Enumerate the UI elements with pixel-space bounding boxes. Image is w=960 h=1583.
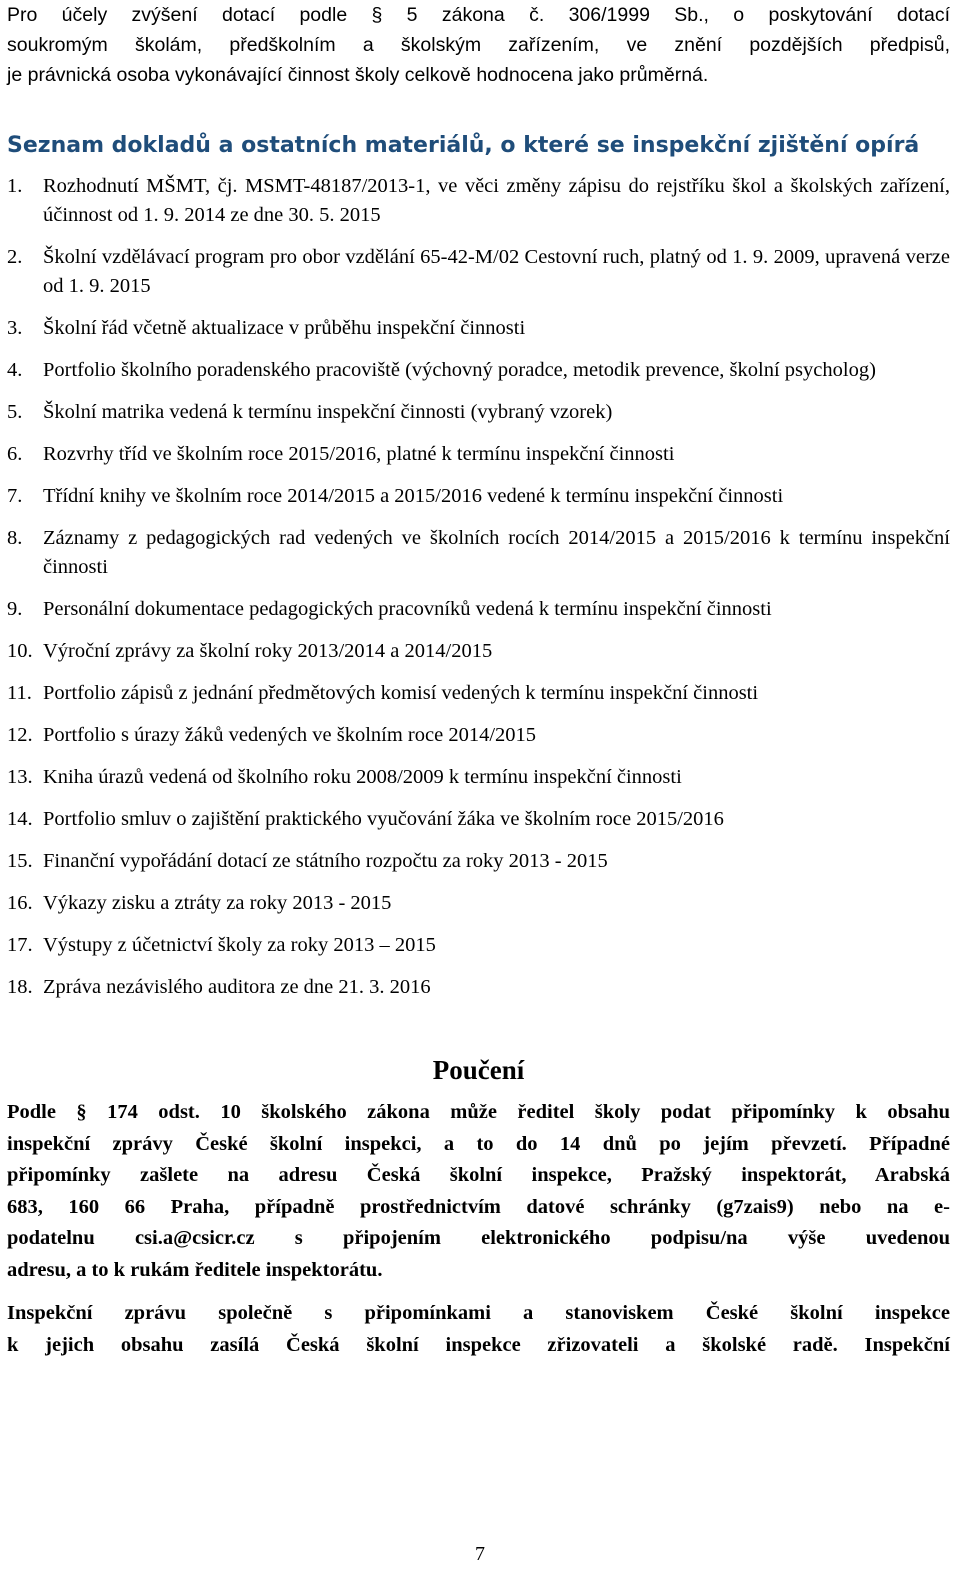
item-text: Portfolio smluv o zajištění praktického vyučování žáka ve školním roce 2015/2016 [43, 808, 724, 830]
item-number: 15. [7, 850, 33, 872]
item-text: Zpráva nezávislého auditora ze dne 21. 3. 2016 [43, 976, 431, 998]
list-item [7, 637, 950, 666]
item-number: 5. [7, 401, 23, 423]
item-number: 18. [7, 976, 33, 998]
item-number: 16. [7, 892, 33, 914]
item-text: Školní vzdělávací program pro obor vzdělání 65-42-M/02 Cestovní ruch, platný od 1. 9. 2009, upravená verze od 1. 9. 2015 [43, 246, 950, 297]
item-number: 12. [7, 724, 33, 746]
item-number: 13. [7, 766, 33, 788]
list-item [7, 482, 950, 511]
item-number: 14. [7, 808, 33, 830]
list-item [7, 440, 950, 469]
item-text: Portfolio s úrazy žáků vedených ve školním roce 2014/2015 [43, 724, 537, 746]
documents-list [7, 172, 950, 1002]
list-item [7, 172, 950, 230]
paragraph-line: inspekční zprávy České školní inspekci, a to do 14 dnů po jejím převzetí. Případné [7, 1132, 950, 1155]
paragraph-line: adresu, a to k rukám ředitele inspektorátu. [7, 1258, 383, 1281]
item-number: 9. [7, 598, 23, 620]
list-item [7, 398, 950, 427]
item-text: Výstupy z účetnictví školy za roky 2013 – 2015 [43, 934, 436, 956]
item-text: Třídní knihy ve školním roce 2014/2015 a 2015/2016 vedené k termínu inspekční činnosti [43, 485, 784, 507]
list-item [7, 314, 950, 343]
poucheni-paragraph-1 [7, 1097, 950, 1286]
list-item [7, 805, 950, 834]
item-text: Rozhodnutí MŠMT, čj. MSMT-48187/2013-1, ve věci změny zápisu do rejstříku škol a školských zařízení, účinnost od 1. 9. 2014 ze dne 30. 5. 2015 [43, 175, 950, 226]
item-text: Personální dokumentace pedagogických pracovníků vedená k termínu inspekční činnosti [43, 598, 772, 620]
item-number: 17. [7, 934, 33, 956]
paragraph-line: připomínky zašlete na adresu Česká školní inspekce, Pražský inspektorát, Arabská [7, 1164, 950, 1186]
item-text: Finanční vypořádání dotací ze státního rozpočtu za roky 2013 - 2015 [43, 850, 608, 872]
paragraph-line: 683, 160 66 Praha, případně prostřednictvím datové schránky (g7zais9) nebo na e- [7, 1195, 950, 1218]
documents-heading: Seznam dokladů a ostatních materiálů, o které se inspekční zjištění opírá [7, 133, 920, 158]
paragraph-line: Podle § 174 odst. 10 školského zákona může ředitel školy podat připomínky k obsahu [7, 1101, 950, 1123]
intro-paragraph [7, 0, 950, 90]
list-item [7, 595, 950, 624]
list-item [7, 973, 950, 1002]
paragraph-line: podatelnu csi.a@csicr.cz s připojením elektronického podpisu/na výše uvedenou [7, 1227, 950, 1249]
item-number: 4. [7, 359, 23, 381]
item-number: 11. [7, 682, 32, 704]
item-number: 2. [7, 246, 23, 268]
list-item [7, 931, 950, 960]
item-number: 8. [7, 527, 23, 549]
list-item [7, 889, 950, 918]
item-number: 10. [7, 640, 33, 662]
item-text: Kniha úrazů vedená od školního roku 2008/2009 k termínu inspekční činnosti [43, 766, 682, 788]
item-number: 3. [7, 317, 23, 339]
intro-line: je právnická osoba vykonávající činnost školy celkově hodnocena jako průměrná. [7, 64, 709, 86]
item-number: 7. [7, 485, 23, 507]
item-text: Záznamy z pedagogických rad vedených ve školních rocích 2014/2015 a 2015/2016 k termínu inspekční činnosti [43, 527, 950, 578]
poucheni-paragraph-2 [7, 1298, 950, 1361]
item-text: Portfolio zápisů z jednání předmětových komisí vedených k termínu inspekční činnosti [43, 682, 759, 704]
item-text: Výroční zprávy za školní roky 2013/2014 a 2014/2015 [43, 640, 493, 662]
item-number: 6. [7, 443, 23, 465]
intro-line: Pro účely zvýšení dotací podle § 5 zákona č. 306/1999 Sb., o poskytování dotací [7, 4, 950, 26]
item-text: Školní matrika vedená k termínu inspekční činnosti (vybraný vzorek) [43, 401, 613, 423]
list-item [7, 356, 950, 385]
paragraph-line: k jejich obsahu zasílá Česká školní inspekce zřizovateli a školské radě. Inspekční [7, 1333, 950, 1356]
paragraph-line: Inspekční zprávu společně s připomínkami a stanoviskem České školní inspekce [7, 1302, 950, 1324]
list-item [7, 721, 950, 750]
item-text: Výkazy zisku a ztráty za roky 2013 - 2015 [43, 892, 392, 914]
item-text: Rozvrhy tříd ve školním roce 2015/2016, platné k termínu inspekční činnosti [43, 443, 675, 465]
intro-line: soukromým školám, předškolním a školským zařízením, ve znění pozdějších předpisů, [7, 34, 950, 56]
item-text: Portfolio školního poradenského pracoviště (výchovný poradce, metodik prevence, školní psycholog) [43, 359, 876, 381]
list-item [7, 847, 950, 876]
poucheni-heading: Poučení [432, 1055, 525, 1085]
list-item [7, 763, 950, 792]
list-item [7, 243, 950, 301]
item-number: 1. [7, 175, 23, 197]
page-number: 7 [475, 1543, 485, 1565]
list-item [7, 524, 950, 582]
document-page [7, 0, 950, 1361]
list-item [7, 679, 950, 708]
item-text: Školní řád včetně aktualizace v průběhu inspekční činnosti [43, 317, 526, 339]
